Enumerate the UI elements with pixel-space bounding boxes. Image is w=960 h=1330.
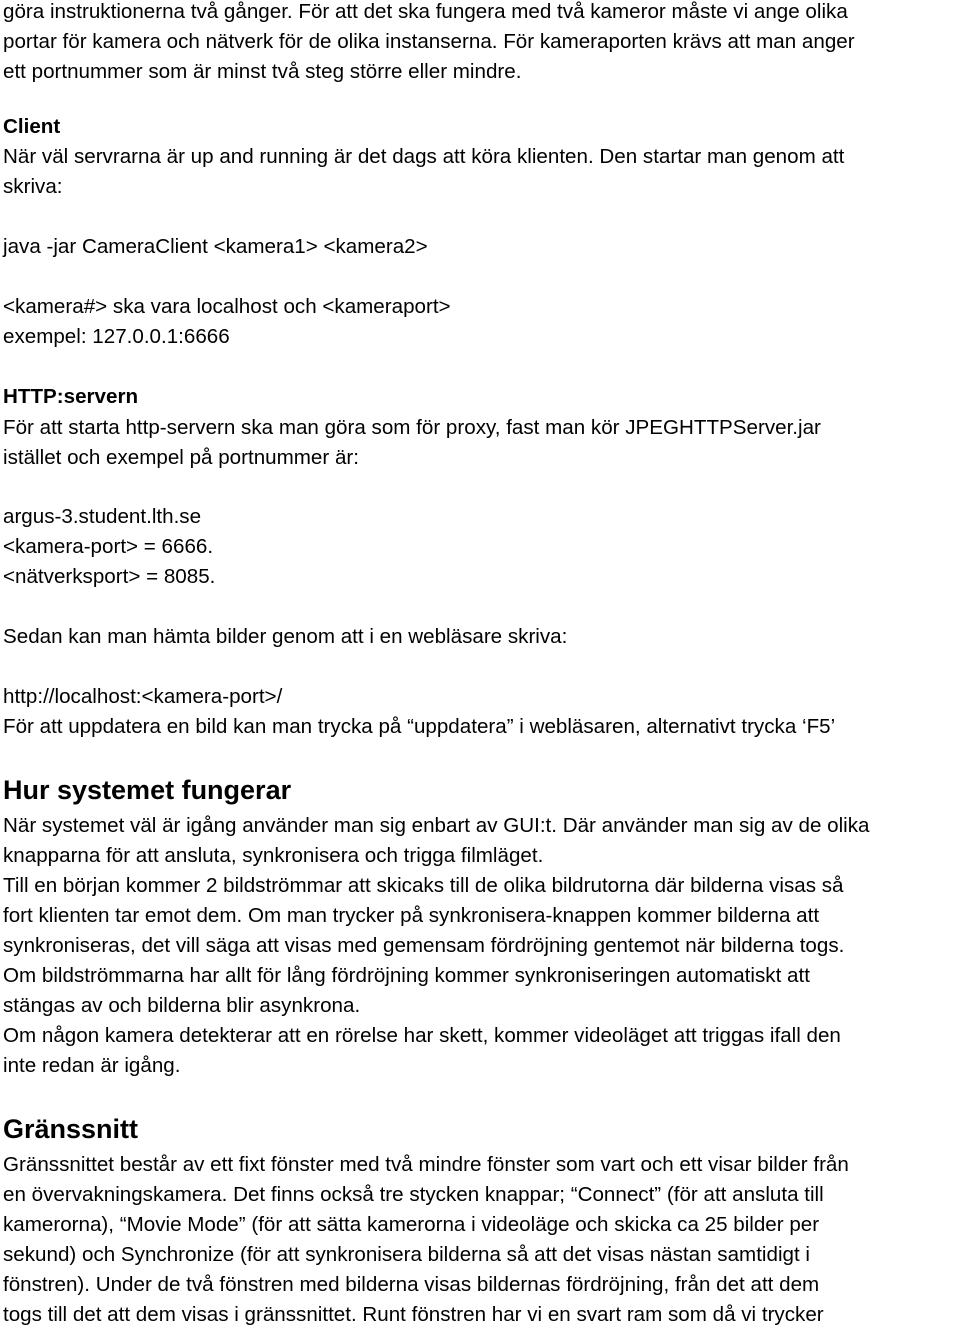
ui-line: fönstren). Under de två fönstren med bilderna visas bildernas fördröjning, från det att dem: [3, 1273, 820, 1296]
how-line: stängas av och bilderna blir asynkrona.: [3, 994, 361, 1017]
how-line: När systemet väl är igång använder man sig enbart av GUI:t. Där använder man sig av de olika: [3, 814, 870, 837]
ui-line: sekund) och Synchronize (för att synkronisera bilderna så att det visas nästan samtidigt i: [3, 1243, 810, 1266]
http-refresh-line: För att uppdatera en bild kan man trycka på “uppdatera” i webläsaren, alternativt trycka ‘F5’: [3, 715, 836, 738]
how-line: Till en början kommer 2 bildströmmar att skicaks till de olika bildrutorna där bilderna visas så: [3, 874, 844, 897]
client-note-1: <kamera#> ska vara localhost och <kameraport>: [3, 295, 451, 318]
http-url: http://localhost:<kamera-port>/: [3, 685, 283, 708]
ui-line: en övervakningskamera. Det finns också tre stycken knappar; “Connect” (för att ansluta till: [3, 1183, 824, 1206]
how-line: fort klienten tar emot dem. Om man trycker på synkronisera-knappen kommer bilderna att: [3, 904, 820, 927]
ui-line: Gränssnittet består av ett fixt fönster med två mindre fönster som vart och ett visar bilder från: [3, 1153, 849, 1176]
ui-line: kamerorna), “Movie Mode” (för att sätta kamerorna i videoläge och skicka ca 25 bilder per: [3, 1213, 820, 1236]
intro-line-1: göra instruktionerna två gånger. För att det ska fungera med två kameror måste vi ange olika: [3, 0, 848, 23]
ui-heading: Gränssnitt: [3, 1114, 139, 1144]
client-line-1: När väl servrarna är up and running är det dags att köra klienten. Den startar man genom att: [3, 145, 845, 168]
how-heading: Hur systemet fungerar: [3, 775, 292, 805]
http-host: argus-3.student.lth.se: [3, 505, 202, 528]
how-line: Om någon kamera detekterar att en rörelse har skett, kommer videoläget att triggas ifall den: [3, 1024, 841, 1047]
client-line-2: skriva:: [3, 175, 63, 198]
how-line: knapparna för att ansluta, synkronisera och trigga filmläget.: [3, 844, 544, 867]
http-camera-port: <kamera-port> = 6666.: [3, 535, 214, 558]
ui-line: togs till det att dem visas i gränssnittet. Runt fönstren har vi en svart ram som då vi trycker: [3, 1303, 824, 1326]
http-line-1: För att starta http-servern ska man göra som för proxy, fast man kör JPEGHTTPServer.jar: [3, 416, 821, 439]
how-line: synkroniseras, det vill säga att visas med gemensam fördröjning gentemot när bilderna togs.: [3, 934, 845, 957]
http-network-port: <nätverksport> = 8085.: [3, 565, 216, 588]
client-heading: Client: [3, 115, 61, 138]
how-line: inte redan är igång.: [3, 1054, 181, 1077]
client-note-2: exempel: 127.0.0.1:6666: [3, 325, 230, 348]
how-line: Om bildströmmarna har allt för lång fördröjning kommer synkroniseringen automatiskt att: [3, 964, 810, 987]
intro-line-3: ett portnummer som är minst två steg större eller mindre.: [3, 60, 522, 83]
http-heading: HTTP:servern: [3, 385, 139, 408]
http-fetch-line: Sedan kan man hämta bilder genom att i en webläsare skriva:: [3, 625, 568, 648]
client-command: java -jar CameraClient <kamera1> <kamera2>: [3, 235, 428, 258]
http-line-2: istället och exempel på portnummer är:: [3, 446, 359, 469]
intro-line-2: portar för kamera och nätverk för de olika instanserna. För kameraporten krävs att man anger: [3, 30, 855, 53]
